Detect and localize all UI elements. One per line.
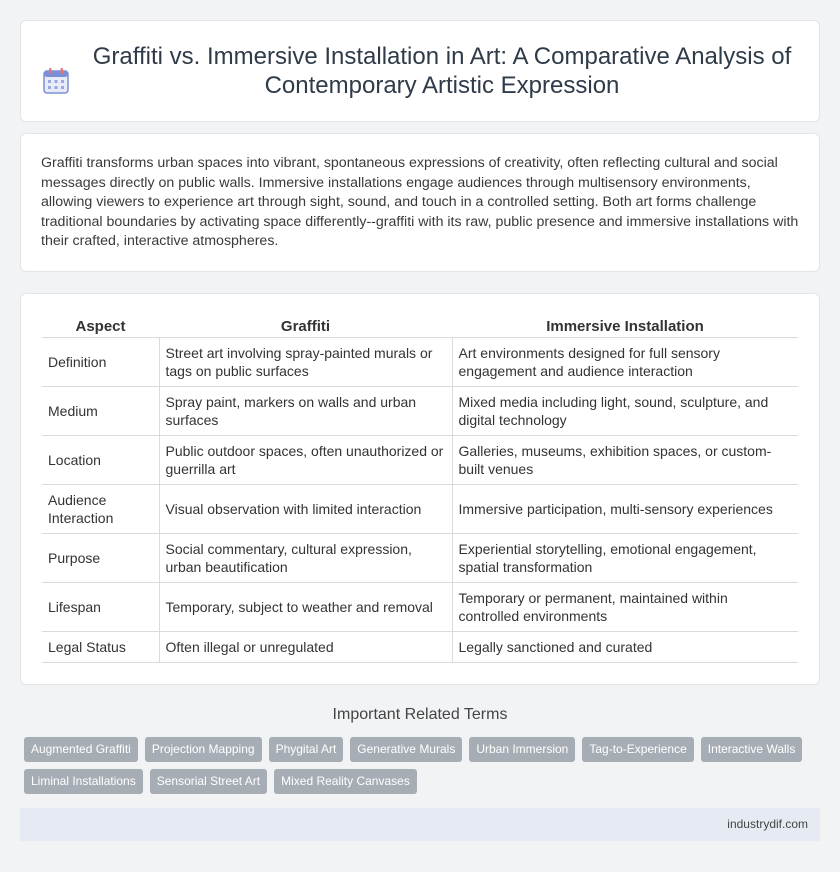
cell-aspect: Medium bbox=[42, 387, 159, 436]
intro-card bbox=[20, 133, 820, 272]
page-title: Graffiti vs. Immersive Installation in Art: A Comparative Analysis of Contemporary Artistic Expression bbox=[92, 43, 792, 99]
related-term-tag[interactable]: Projection Mapping bbox=[145, 737, 262, 762]
cell-aspect: Legal Status bbox=[42, 632, 159, 663]
cell-aspect: Location bbox=[42, 436, 159, 485]
cell-graffiti: Spray paint, markers on walls and urban surfaces bbox=[159, 387, 452, 436]
related-term-tag[interactable]: Interactive Walls bbox=[701, 737, 803, 762]
comparison-table bbox=[42, 312, 798, 663]
cell-immersive: Galleries, museums, exhibition spaces, or custom-built venues bbox=[452, 436, 798, 485]
cell-aspect: Audience Interaction bbox=[42, 485, 159, 534]
comparison-table-card bbox=[20, 293, 820, 685]
cell-graffiti: Visual observation with limited interaction bbox=[159, 485, 452, 534]
related-term-tag[interactable]: Generative Murals bbox=[350, 737, 462, 762]
cell-immersive: Experiential storytelling, emotional engagement, spatial transformation bbox=[452, 534, 798, 583]
table-row bbox=[42, 387, 798, 436]
cell-aspect: Lifespan bbox=[42, 583, 159, 632]
cell-graffiti: Public outdoor spaces, often unauthorized or guerrilla art bbox=[159, 436, 452, 485]
intro-text: Graffiti transforms urban spaces into vibrant, spontaneous expressions of creativity, often reflecting cultural and social messages directly on public walls. Immersive installations engage audiences through multisensory environments, allowing viewers to experience art through sight, sound, and touch in a controlled setting. Both art forms challenge traditional boundaries by activating space differently--graffiti with its raw, public presence and immersive installations with their crafted, interactive atmospheres. bbox=[41, 155, 799, 250]
cell-graffiti: Temporary, subject to weather and removal bbox=[159, 583, 452, 632]
related-terms-list bbox=[24, 737, 824, 801]
related-term-tag[interactable]: Tag-to-Experience bbox=[582, 737, 693, 762]
related-term-tag[interactable]: Augmented Graffiti bbox=[24, 737, 138, 762]
related-term-tag[interactable]: Liminal Installations bbox=[24, 769, 143, 794]
cell-immersive: Art environments designed for full sensory engagement and audience interaction bbox=[452, 338, 798, 387]
table-row bbox=[42, 632, 798, 663]
title-card bbox=[20, 20, 820, 122]
footer-site-link[interactable]: industrydif.com bbox=[727, 817, 808, 831]
related-term-tag[interactable]: Urban Immersion bbox=[469, 737, 575, 762]
related-term-tag[interactable]: Sensorial Street Art bbox=[150, 769, 267, 794]
table-row bbox=[42, 534, 798, 583]
table-row bbox=[42, 338, 798, 387]
cell-graffiti: Street art involving spray-painted murals or tags on public surfaces bbox=[159, 338, 452, 387]
cell-graffiti: Social commentary, cultural expression, urban beautification bbox=[159, 534, 452, 583]
header-aspect: Aspect bbox=[42, 312, 159, 338]
cell-immersive: Immersive participation, multi-sensory experiences bbox=[452, 485, 798, 534]
calendar-icon bbox=[41, 66, 71, 96]
cell-immersive: Temporary or permanent, maintained within controlled environments bbox=[452, 583, 798, 632]
header-graffiti: Graffiti bbox=[159, 312, 452, 338]
footer bbox=[20, 808, 820, 841]
cell-aspect: Definition bbox=[42, 338, 159, 387]
related-terms-title: Important Related Terms bbox=[332, 706, 508, 723]
related-term-tag[interactable]: Phygital Art bbox=[269, 737, 344, 762]
related-term-tag[interactable]: Mixed Reality Canvases bbox=[274, 769, 417, 794]
cell-immersive: Mixed media including light, sound, sculpture, and digital technology bbox=[452, 387, 798, 436]
cell-immersive: Legally sanctioned and curated bbox=[452, 632, 798, 663]
cell-aspect: Purpose bbox=[42, 534, 159, 583]
table-row bbox=[42, 436, 798, 485]
table-row bbox=[42, 583, 798, 632]
header-immersive: Immersive Installation bbox=[452, 312, 798, 338]
table-row bbox=[42, 485, 798, 534]
cell-graffiti: Often illegal or unregulated bbox=[159, 632, 452, 663]
table-header-row bbox=[42, 312, 798, 338]
